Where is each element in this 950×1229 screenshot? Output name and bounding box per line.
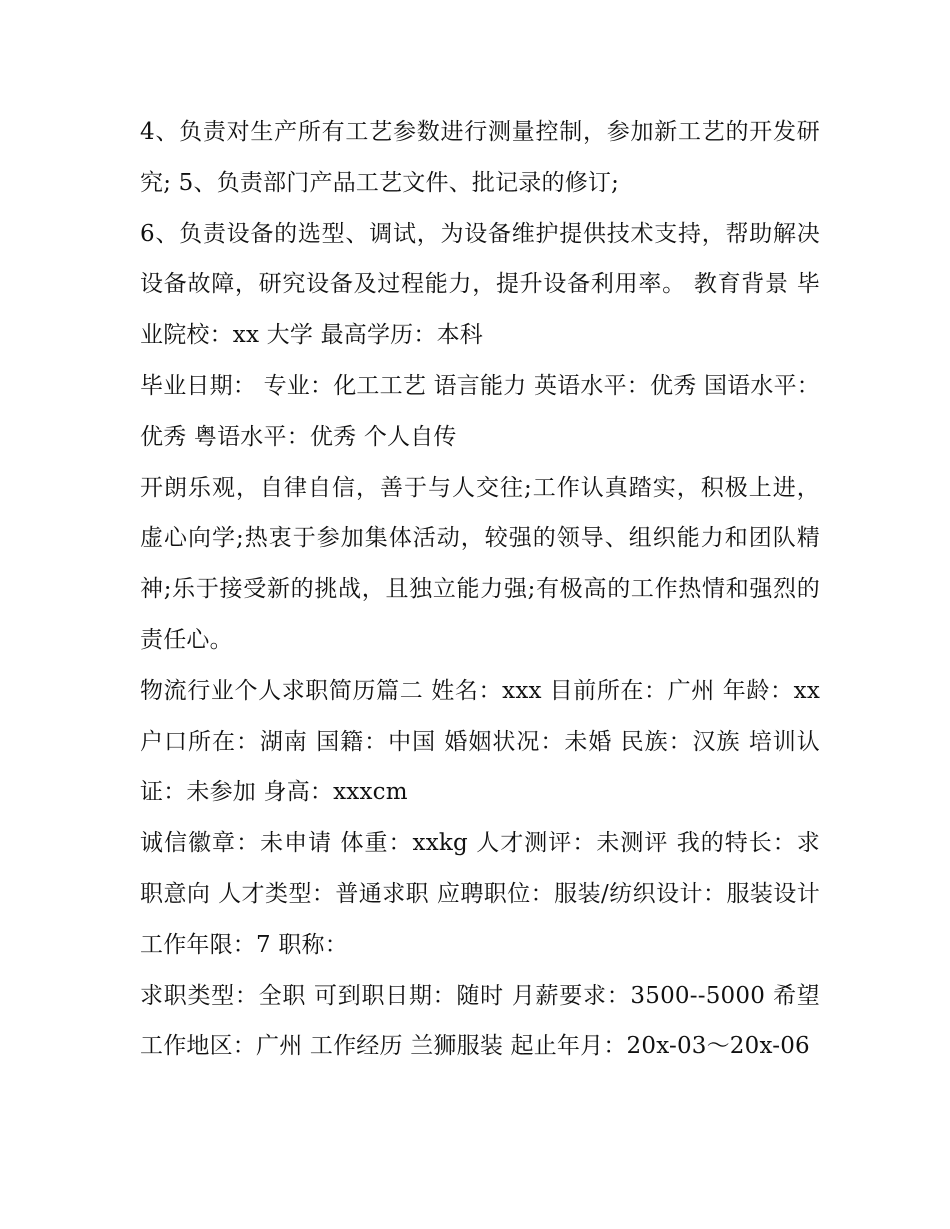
paragraph-resume-two-personal-info: 物流行业个人求职简历篇二 姓名：xxx 目前所在：广州 年龄：xx 户口所在：湖南 国籍：中国 婚姻状况：未婚 民族：汉族 培训认证：未参加 身高：xxxcm [140,677,820,806]
document-body [140,107,820,1072]
paragraph-self-introduction: 开朗乐观，自律自信，善于与人交往;工作认真踏实，积极上进，虚心向学;热衷于参加集体活动，较强的领导、组织能力和团队精神;乐于接受新的挑战，且独立能力强;有极高的工作热情和强烈的责任心。 [140,474,820,653]
paragraph-badges-and-job-intent: 诚信徽章：未申请 体重：xxkg 人才测评：未测评 我的特长：求职意向 人才类型：普通求职 应聘职位：服装/纺织设计：服装设计 工作年限：7 职称： [140,830,820,958]
paragraph-graduation-and-languages: 毕业日期： 专业：化工工艺 语言能力 英语水平：优秀 国语水平：优秀 粤语水平：优秀 个人自传 [140,372,820,450]
paragraph-equipment-and-education: 6、负责设备的选型、调试，为设备维护提供技术支持，帮助解决设备故障，研究设备及过程能力，提升设备利用率。 教育背景 毕业院校：xx 大学 最高学历：本科 [140,220,820,349]
paragraph-job-duties: 4、负责对生产所有工艺参数进行测量控制，参加新工艺的开发研究; 5、负责部门产品工艺文件、批记录的修订; [140,119,820,196]
paragraph-job-type-and-experience: 求职类型：全职 可到职日期：随时 月薪要求：3500--5000 希望工作地区：广州 工作经历 兰狮服装 起止年月：20x-03～20x-06 [140,982,820,1060]
